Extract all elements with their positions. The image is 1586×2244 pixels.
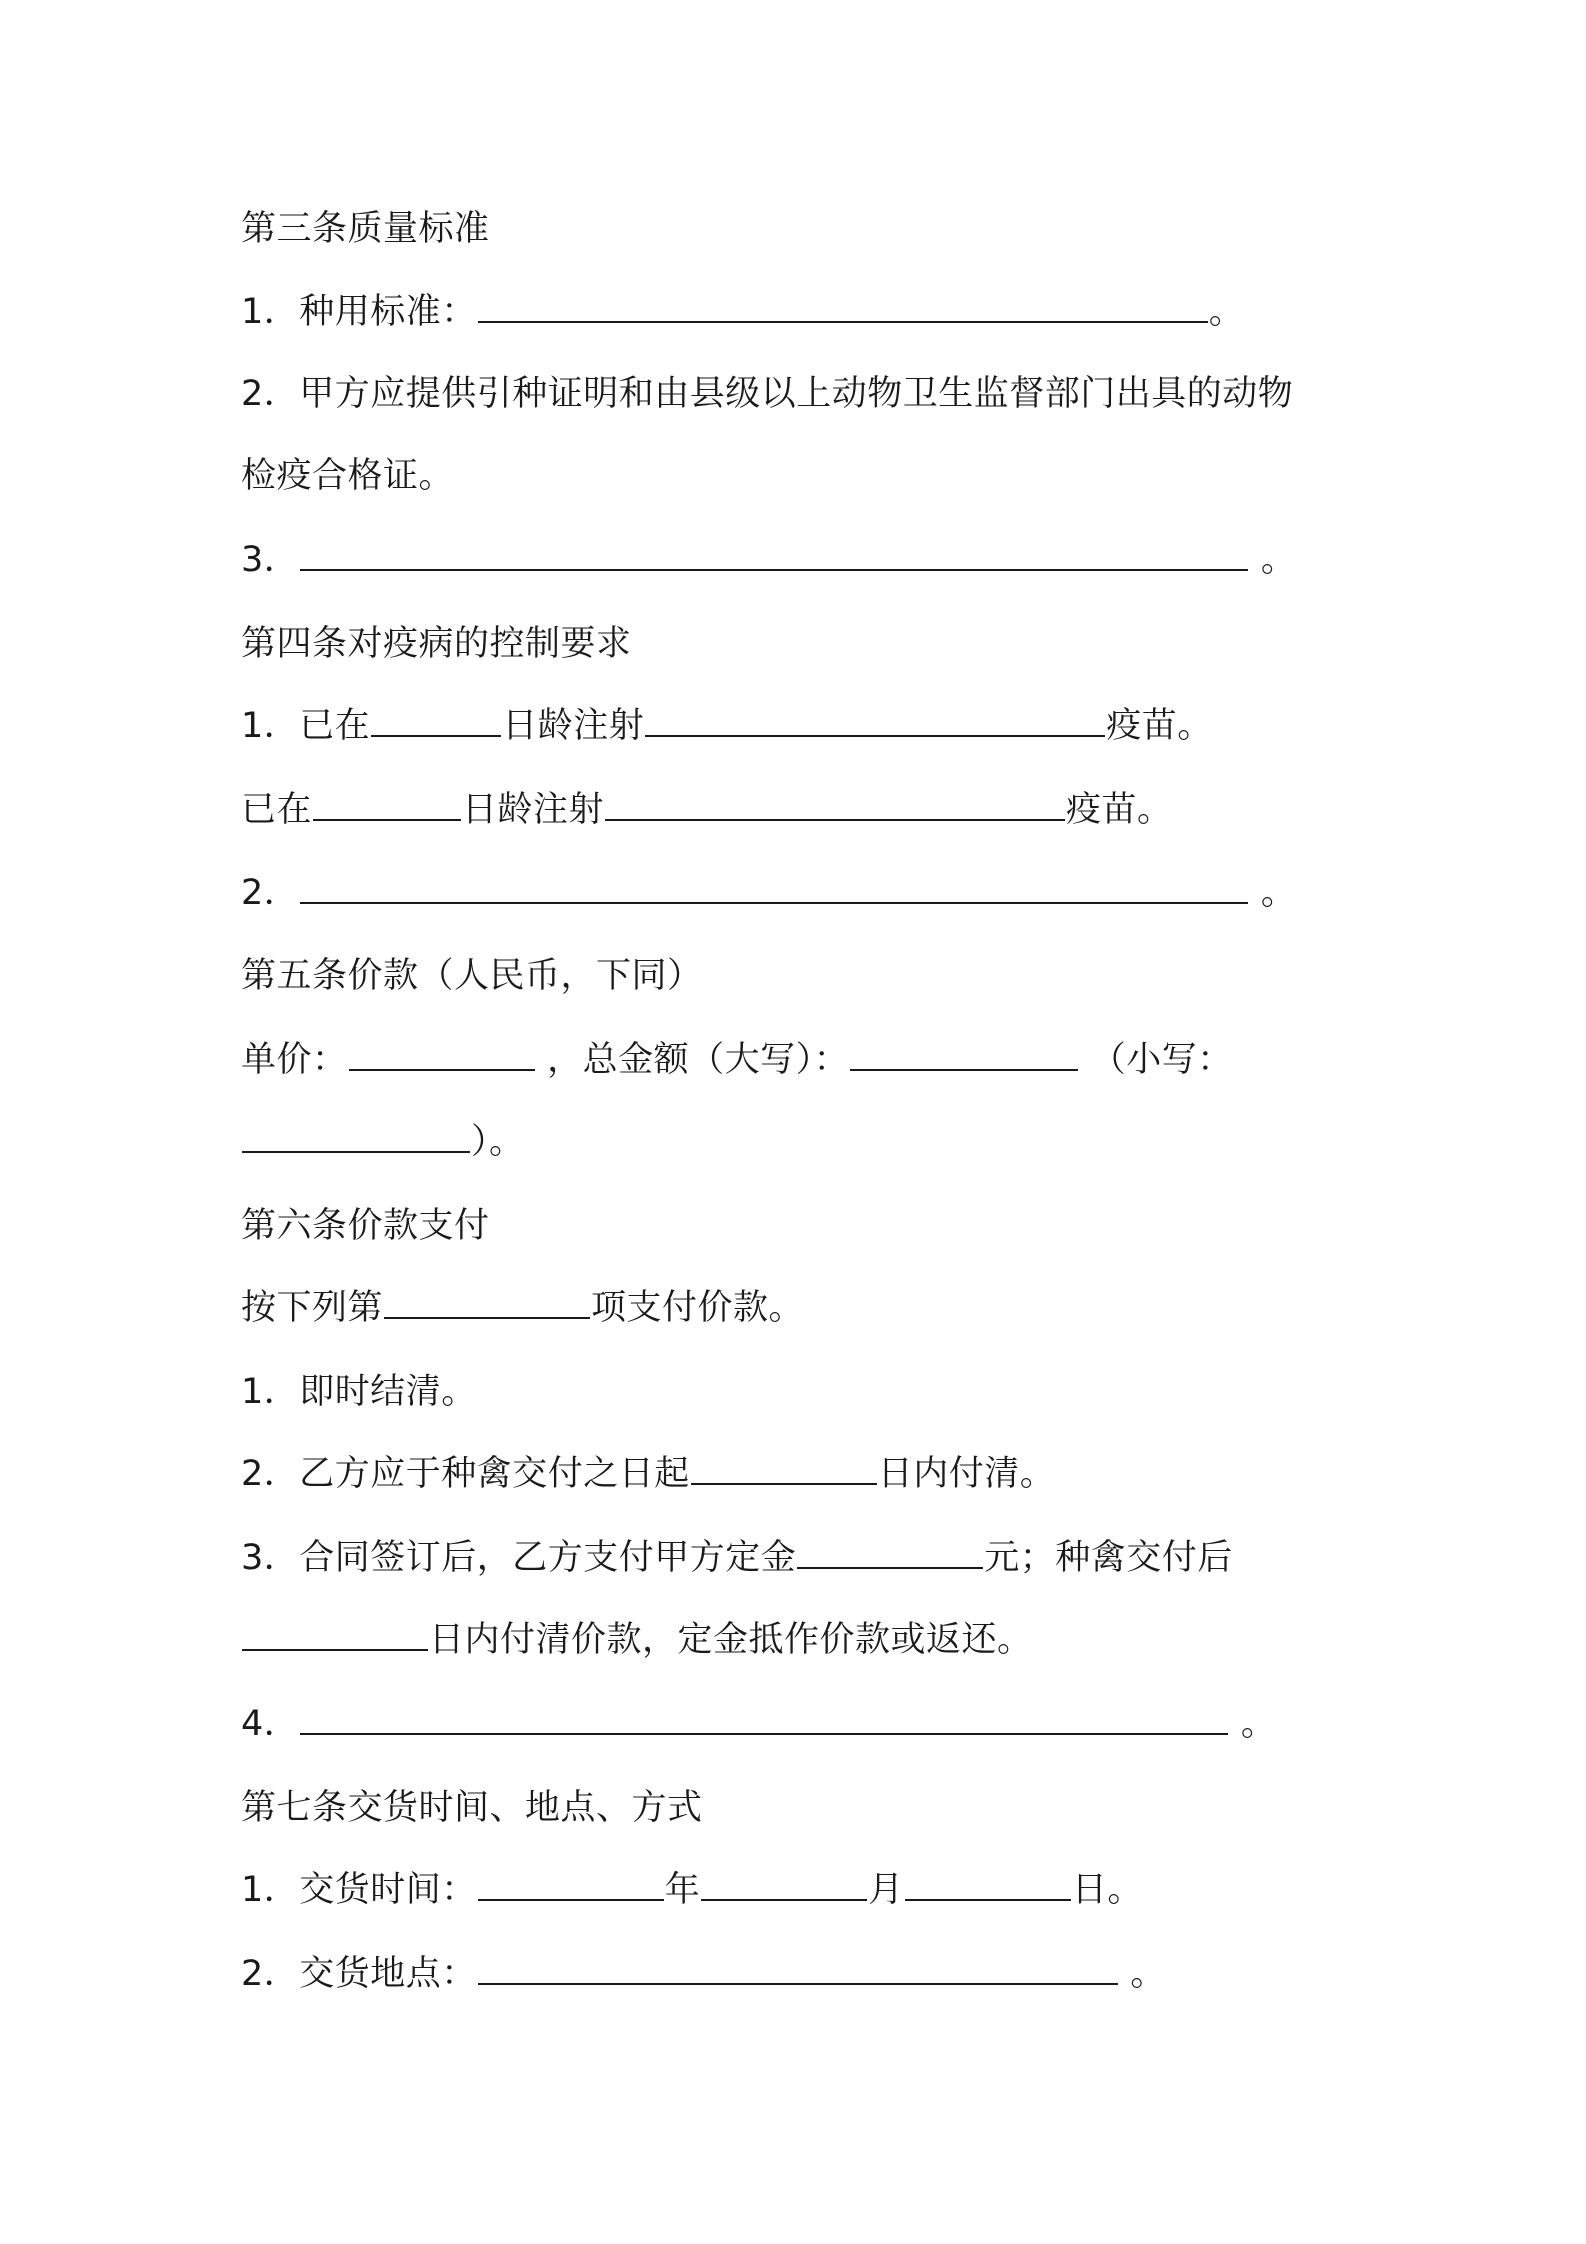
article-heading [241,620,632,668]
fill-in-blank[interactable] [850,1037,1078,1071]
clause-text: 单价： [241,1040,348,1080]
clause-text: 2． [241,873,300,913]
clause-text: 2．交货地点： [241,1954,477,1994]
clause-line [241,869,1296,917]
clause-text: 已在 [241,790,313,830]
clause-text: 第三条质量标准 [241,209,490,249]
fill-in-blank[interactable] [478,1951,1118,1985]
clause-text: 3． [241,540,300,580]
clause-text: 第七条交货时间、地点、方式 [241,1788,703,1828]
clause-line [241,288,1244,336]
article-heading [241,1784,703,1832]
clause-line [241,1866,1143,1914]
clause-text: 项支付价款。 [591,1288,805,1328]
article-heading [241,1202,490,1250]
fill-in-blank[interactable] [384,1285,590,1319]
clause-line [241,1036,1233,1084]
clause-text: 疫苗。 [1066,790,1173,830]
fill-in-blank[interactable] [478,289,1208,323]
clause-text: 1．即时结清。 [241,1372,477,1412]
clause-text: 2．甲方应提供引种证明和由县级以上动物卫生监督部门出具的动物 [241,374,1294,414]
fill-in-blank[interactable] [242,1617,428,1651]
clause-text: 检疫合格证。 [241,456,455,496]
clause-line [241,1368,477,1416]
clause-line [241,370,1293,418]
clause-text: 日内付清价款，定金抵作价款或返还。 [429,1620,1033,1660]
clause-text: 。 [1208,292,1245,332]
clause-text: 日。 [1071,1870,1143,1910]
clause-text: 。 [1118,1954,1166,1994]
clause-text: 年 [664,1870,701,1910]
clause-text: 1．交货时间： [241,1870,477,1910]
clause-line [241,536,1296,584]
clause-text: ）。 [471,1122,525,1162]
clause-line [241,1950,1166,1998]
fill-in-blank[interactable] [300,870,1248,904]
fill-in-blank[interactable] [300,537,1248,571]
fill-in-blank[interactable] [797,1535,983,1569]
clause-text: 疫苗。 [1106,706,1213,746]
clause-text: 3．合同签订后，乙方支付甲方定金 [241,1538,797,1578]
clause-text: 按下列第 [241,1288,384,1328]
clause-text: （小写： [1079,1040,1233,1080]
clause-text: ，总金额（大写）： [535,1040,850,1080]
clause-line [241,1616,1033,1664]
clause-text: 。 [1249,873,1297,913]
fill-in-blank[interactable] [300,1701,1228,1735]
fill-in-blank[interactable] [701,1867,867,1901]
fill-in-blank[interactable] [313,787,461,821]
clause-text: 1．种用标准： [241,292,477,332]
fill-in-blank[interactable] [371,703,501,737]
clause-line [241,1118,525,1166]
clause-text: 日内付清。 [877,1454,1056,1494]
fill-in-blank[interactable] [349,1037,535,1071]
fill-in-blank[interactable] [242,1119,470,1153]
article-heading [241,952,703,1000]
clause-line [241,1284,804,1332]
clause-line [241,1534,1233,1582]
fill-in-blank[interactable] [645,703,1105,737]
clause-text: 。 [1249,540,1297,580]
fill-in-blank[interactable] [905,1867,1071,1901]
clause-line [241,702,1213,750]
clause-line [241,1700,1276,1748]
fill-in-blank[interactable] [478,1867,664,1901]
clause-text: 1．已在 [241,706,371,746]
clause-text: 月 [868,1870,904,1910]
clause-text: 日龄注射 [502,706,645,746]
fill-in-blank[interactable] [691,1451,877,1485]
clause-text: 2．乙方应于种禽交付之日起 [241,1454,690,1494]
clause-text: 第五条价款（人民币，下同） [241,956,703,996]
clause-text: 元；种禽交付后 [984,1538,1233,1578]
clause-text: 第六条价款支付 [241,1206,490,1246]
clause-text: 日龄注射 [462,790,605,830]
clause-line [241,452,454,500]
clause-text: 第四条对疫病的控制要求 [241,624,632,664]
clause-line [241,1450,1055,1498]
clause-line [241,786,1173,834]
clause-text: 。 [1229,1704,1277,1744]
clause-text: 4． [241,1704,300,1744]
fill-in-blank[interactable] [605,787,1065,821]
article-heading [241,205,490,253]
